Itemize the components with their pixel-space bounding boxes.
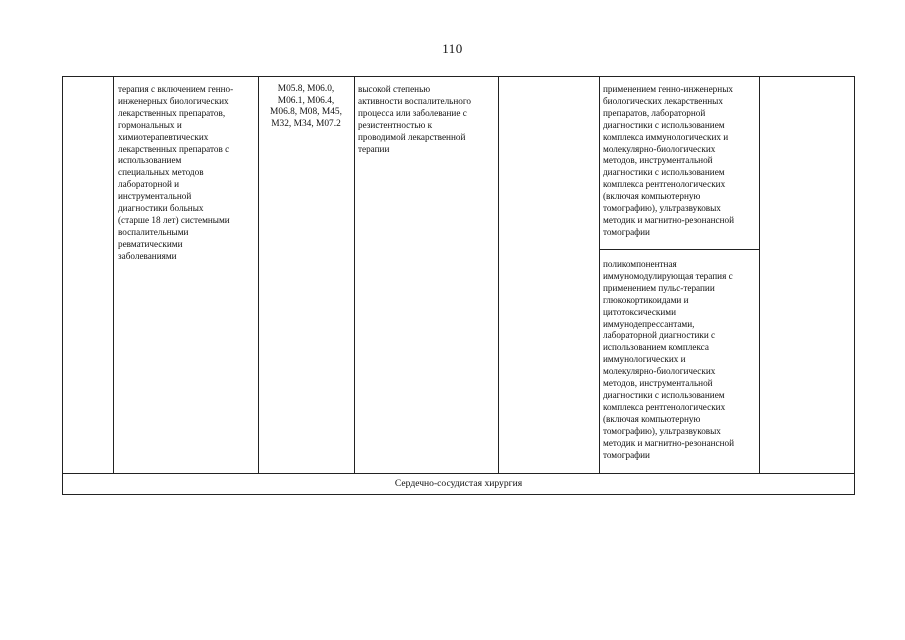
cell-patient-model: высокой степенью активности воспалительного процесса или заболевание с резистентностью к проводимой лекарственной терапии	[358, 84, 472, 154]
column-divider	[599, 77, 600, 473]
cell-method-1: применением генно-инженерных биологических лекарственных препаратов, лабораторной диагностики с использованием комплекса иммунологических и молекулярно-биологических методов, инструментальной диагностики с использованием комплекса рентгенологических (включая компьютерную томографию), ультразвуковых методик и магнитно-резонансной томографии	[603, 84, 735, 237]
column-divider	[498, 77, 499, 473]
column-divider	[113, 77, 114, 473]
cell-treatment-description: терапия с включением генно- инженерных биологических лекарственных препаратов, гормональных и химиотерапевтических лекарственных препаратов с использованием специальных методов лабораторной и инструментальной диагностики больных (старше 18 лет) системными воспалительными ревматическими заболеваниями	[118, 84, 234, 261]
column-divider	[759, 77, 760, 473]
column-divider	[258, 77, 259, 473]
data-table	[62, 76, 855, 495]
cell-icd-codes: M05.8, M06.0, M06.1, M06.4, M06.8, M08, M45, M32, M34, M07.2	[270, 84, 342, 129]
cell-method-2: поликомпонентная иммуномодулирующая терапия с применением пульс-терапии глюкокортикоидами и цитотоксическими иммунодепрессантами, лабораторной диагностики с использованием комплекса иммунологических и молекулярно-биологических методов, инструментальной диагностики с использованием комплекса рентгенологических (включая компьютерную томографию), ультразвуковых методик и магнитно-резонансной томографии	[603, 259, 735, 460]
page-number: 110	[442, 41, 463, 56]
section-title: Сердечно-сосудистая хирургия	[394, 478, 523, 489]
method-subrow-divider	[599, 249, 759, 250]
column-divider	[354, 77, 355, 473]
